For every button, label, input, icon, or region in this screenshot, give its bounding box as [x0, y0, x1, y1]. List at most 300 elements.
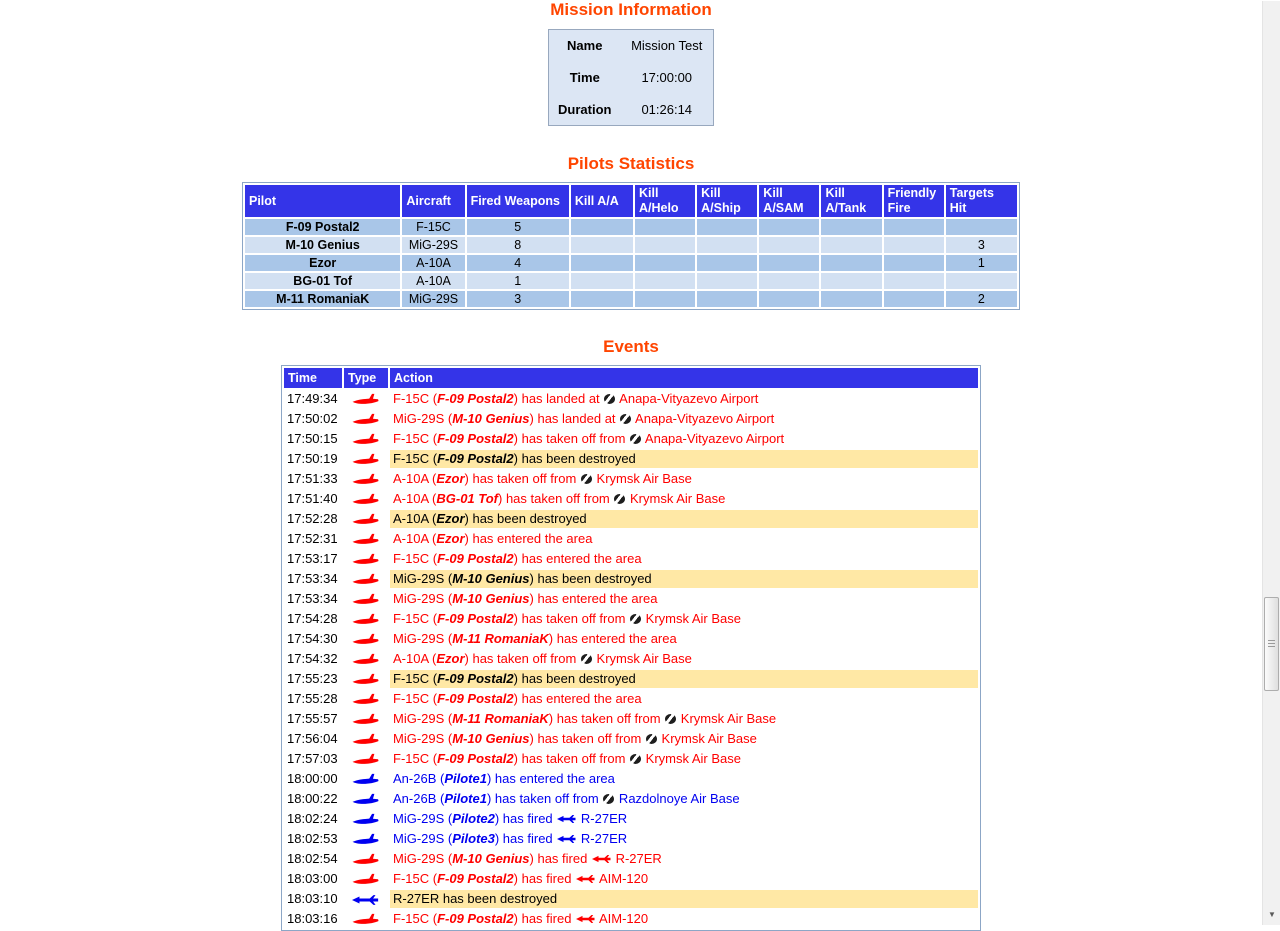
mission-info-title: Mission Information: [550, 0, 712, 19]
event-action: [390, 570, 978, 588]
event-text: Krymsk Air Base: [626, 491, 726, 506]
pilot-stat-cell: 1: [946, 255, 1017, 271]
plane-icon: [352, 391, 380, 406]
event-text: ) has fired: [513, 871, 576, 886]
event-time: 17:55:28: [287, 691, 338, 706]
pilots-col-header: Kill A/Tank: [821, 185, 881, 217]
event-text: Krymsk Air Base: [592, 651, 692, 666]
event-row: [284, 690, 978, 708]
event-row: [284, 670, 978, 688]
plane-icon: [352, 411, 380, 426]
event-action: [390, 610, 978, 628]
event-row: [284, 630, 978, 648]
event-text: F-15C (: [393, 751, 438, 766]
event-text: ) has fired: [529, 851, 591, 866]
event-row: [284, 910, 978, 928]
pilot-stat-cell: [571, 273, 633, 289]
event-pilot-name: Pilote2: [452, 811, 495, 826]
event-type: [344, 530, 388, 548]
event-action: [390, 850, 978, 868]
plane-icon: [352, 611, 380, 626]
event-row: [284, 590, 978, 608]
event-pilot-name: F-09 Postal2: [437, 611, 514, 626]
event-time: 17:54:32: [287, 651, 338, 666]
event-pilot-name: M-10 Genius: [452, 571, 530, 586]
event-text: An-26B (: [393, 771, 445, 786]
event-type: [344, 710, 388, 728]
event-text: Krymsk Air Base: [657, 731, 757, 746]
pilot-name-cell: M-10 Genius: [245, 237, 400, 253]
event-pilot-name: M-11 RomaniaK: [452, 711, 549, 726]
pilot-stat-cell: A-10A: [402, 273, 464, 289]
event-text: ) has taken off from: [513, 751, 630, 766]
plane-icon: [352, 451, 380, 466]
event-text: R-27ER has been destroyed: [393, 891, 558, 906]
pilot-stat-cell: 2: [946, 291, 1017, 307]
event-type: [344, 750, 388, 768]
event-type: [344, 610, 388, 628]
event-pilot-name: F-09 Postal2: [437, 451, 514, 466]
pilot-stat-cell: 5: [467, 219, 569, 235]
event-pilot-name: F-09 Postal2: [437, 871, 514, 886]
event-action: [390, 890, 978, 908]
pilots-col-header: Pilot: [245, 185, 400, 217]
event-type: [344, 630, 388, 648]
event-text: R-27ER: [577, 831, 628, 846]
event-pilot-name: Pilote3: [452, 831, 495, 846]
event-text: Razdolnoye Air Base: [615, 791, 740, 806]
pilot-name-cell: M-11 RomaniaK: [245, 291, 400, 307]
event-text: MiG-29S (: [393, 811, 453, 826]
event-text: ) has fired: [494, 811, 557, 826]
plane-icon: [352, 811, 380, 826]
event-text: ) has taken off from: [464, 651, 580, 666]
event-type: [344, 690, 388, 708]
pilot-stat-cell: [571, 219, 633, 235]
event-type: [344, 730, 388, 748]
event-time: 18:03:10: [287, 891, 338, 906]
plane-icon: [352, 851, 380, 866]
event-text: MiG-29S (: [393, 731, 453, 746]
plane-icon: [352, 631, 380, 646]
mission-info-row: [549, 62, 714, 94]
pilots-statistics-table: [242, 182, 1020, 310]
airfield-beacon-icon: [630, 614, 641, 624]
event-text: F-15C (: [393, 611, 438, 626]
event-pilot-name: M-11 RomaniaK: [452, 631, 549, 646]
mission-info-label: Time: [569, 70, 600, 85]
pilot-name-cell: F-09 Postal2: [245, 219, 400, 235]
event-type: [344, 910, 388, 928]
plane-icon: [352, 431, 380, 446]
airfield-beacon-icon: [630, 434, 641, 444]
event-row: [284, 790, 978, 808]
event-type: [344, 790, 388, 808]
pilot-stat-cell: [884, 273, 944, 289]
event-action: [390, 750, 978, 768]
event-text: F-15C (: [393, 391, 438, 406]
airfield-beacon-icon: [630, 754, 641, 764]
event-text: MiG-29S (: [393, 711, 453, 726]
event-text: F-15C (: [393, 431, 438, 446]
pilots-statistics-title: Pilots Statistics: [567, 154, 695, 173]
event-action: [390, 530, 978, 548]
event-type: [344, 870, 388, 888]
event-action: [390, 870, 978, 888]
pilots-col-header: Kill A/Ship: [697, 185, 757, 217]
event-type: [344, 890, 388, 908]
pilot-stat-cell: [635, 219, 695, 235]
event-row: [284, 610, 978, 628]
event-action: [390, 490, 978, 508]
event-text: ) has taken off from: [548, 711, 665, 726]
event-time: 18:03:16: [287, 911, 338, 926]
event-action: [390, 590, 978, 608]
pilot-row: [245, 237, 1017, 253]
event-time: 18:02:53: [287, 831, 338, 846]
event-text: ) has entered the area: [513, 691, 642, 706]
event-type: [344, 770, 388, 788]
event-pilot-name: M-10 Genius: [452, 411, 530, 426]
event-text: A-10A (: [393, 531, 437, 546]
event-pilot-name: Pilote1: [444, 771, 487, 786]
event-time: 17:57:03: [287, 751, 338, 766]
event-time: 17:54:30: [287, 631, 338, 646]
event-time: 17:56:04: [287, 731, 338, 746]
event-time: 17:55:23: [287, 671, 338, 686]
event-text: F-15C (: [393, 871, 438, 886]
pilot-stat-cell: [884, 237, 944, 253]
pilot-stat-cell: [697, 255, 757, 271]
event-text: R-27ER: [611, 851, 662, 866]
event-text: F-15C (: [393, 691, 438, 706]
pilot-stat-cell: [635, 255, 695, 271]
pilot-name-cell: BG-01 Tof: [245, 273, 400, 289]
event-text: ) has fired: [494, 831, 557, 846]
event-text: A-10A (: [393, 651, 437, 666]
event-text: A-10A (: [393, 511, 437, 526]
pilot-row: [245, 219, 1017, 235]
event-time: 17:54:28: [287, 611, 338, 626]
airfield-beacon-icon: [614, 494, 625, 504]
pilot-stat-cell: [821, 237, 881, 253]
pilot-stat-cell: [821, 219, 881, 235]
missile-icon: [556, 831, 577, 846]
missile-icon: [352, 891, 380, 906]
pilot-stat-cell: 3: [467, 291, 569, 307]
event-text: MiG-29S (: [393, 831, 453, 846]
event-type: [344, 550, 388, 568]
event-time: 18:00:00: [287, 771, 338, 786]
pilots-col-header: Targets Hit: [946, 185, 1017, 217]
events-col-header: Time: [284, 368, 342, 388]
event-row: [284, 430, 978, 448]
event-text: AIM-120: [596, 871, 649, 886]
event-text: ) has been destroyed: [513, 671, 636, 686]
event-text: R-27ER: [577, 811, 628, 826]
event-pilot-name: F-09 Postal2: [437, 551, 514, 566]
event-text: ) has entered the area: [464, 531, 593, 546]
event-time: 17:51:40: [287, 491, 338, 506]
event-action: [390, 790, 978, 808]
event-text: Krymsk Air Base: [642, 751, 741, 766]
event-text: ) has been destroyed: [464, 511, 587, 526]
event-pilot-name: M-10 Genius: [452, 851, 530, 866]
event-text: ) has entered the area: [548, 631, 677, 646]
pilot-stat-cell: F-15C: [402, 219, 464, 235]
event-row: [284, 870, 978, 888]
event-type: [344, 510, 388, 528]
event-text: MiG-29S (: [393, 851, 453, 866]
event-time: 18:02:24: [287, 811, 338, 826]
event-row: [284, 730, 978, 748]
event-type: [344, 850, 388, 868]
airfield-beacon-icon: [581, 474, 592, 484]
event-text: AIM-120: [596, 911, 649, 926]
event-row: [284, 550, 978, 568]
pilot-stat-cell: 8: [467, 237, 569, 253]
pilot-stat-cell: 3: [946, 237, 1017, 253]
vertical-scrollbar[interactable]: [1262, 1, 1280, 925]
pilots-col-header: Friendly Fire: [884, 185, 944, 217]
event-time: 17:52:31: [287, 531, 338, 546]
scrollbar-thumb[interactable]: [1264, 597, 1279, 691]
event-text: MiG-29S (: [393, 591, 453, 606]
event-action: [390, 910, 978, 928]
airfield-beacon-icon: [646, 734, 657, 744]
plane-icon: [352, 791, 380, 806]
event-action: [390, 410, 978, 428]
event-time: 17:50:19: [287, 451, 338, 466]
pilot-stat-cell: [821, 291, 881, 307]
event-text: A-10A (: [393, 471, 437, 486]
pilot-stat-cell: MiG-29S: [402, 237, 464, 253]
event-text: F-15C (: [393, 551, 438, 566]
pilot-stat-cell: [697, 273, 757, 289]
pilot-stat-cell: 4: [467, 255, 569, 271]
pilot-stat-cell: [697, 219, 757, 235]
pilot-stat-cell: [884, 255, 944, 271]
events-col-header: Type: [344, 368, 388, 388]
event-row: [284, 770, 978, 788]
event-row: [284, 570, 978, 588]
event-text: Krymsk Air Base: [677, 711, 777, 726]
event-row: [284, 650, 978, 668]
airfield-beacon-icon: [620, 414, 631, 424]
event-time: 17:49:34: [287, 391, 338, 406]
plane-icon: [352, 571, 380, 586]
event-text: Anapa-Vityazevo Airport: [616, 391, 759, 406]
event-time: 17:50:02: [287, 411, 338, 426]
pilot-stat-cell: [821, 255, 881, 271]
plane-icon: [352, 711, 380, 726]
event-time: 17:50:15: [287, 431, 338, 446]
airfield-beacon-icon: [581, 654, 592, 664]
event-text: ) has entered the area: [529, 591, 658, 606]
mission-info-label: Name: [567, 38, 603, 54]
event-text: ) has taken off from: [464, 471, 580, 486]
event-time: 17:53:34: [287, 591, 338, 606]
pilot-stat-cell: [884, 219, 944, 235]
missile-icon: [575, 871, 596, 886]
mission-info-row: [549, 94, 714, 126]
event-text: ) has fired: [513, 911, 576, 926]
pilot-stat-cell: [697, 237, 757, 253]
pilot-stat-cell: [635, 273, 695, 289]
event-row: [284, 510, 978, 528]
event-pilot-name: BG-01 Tof: [436, 491, 498, 506]
event-text: Anapa-Vityazevo Airport: [632, 411, 775, 426]
pilot-stat-cell: [759, 255, 819, 271]
event-text: ) has taken off from: [513, 611, 630, 626]
pilots-col-header: Fired Weapons: [467, 185, 569, 217]
event-text: ) has entered the area: [486, 771, 615, 786]
event-type: [344, 650, 388, 668]
event-action: [390, 730, 978, 748]
event-text: ) has landed at: [529, 411, 620, 426]
event-type: [344, 670, 388, 688]
event-row: [284, 810, 978, 828]
event-pilot-name: F-09 Postal2: [437, 691, 514, 706]
plane-icon: [352, 551, 380, 566]
event-row: [284, 530, 978, 548]
event-pilot-name: F-09 Postal2: [437, 911, 514, 926]
event-text: Anapa-Vityazevo Airport: [642, 431, 785, 446]
event-action: [390, 510, 978, 528]
event-type: [344, 570, 388, 588]
airfield-beacon-icon: [603, 794, 614, 804]
missile-icon: [556, 811, 577, 826]
events-table: [281, 365, 981, 931]
event-time: 17:53:17: [287, 551, 338, 566]
plane-icon: [352, 731, 380, 746]
event-row: [284, 390, 978, 408]
event-row: [284, 470, 978, 488]
pilot-stat-cell: MiG-29S: [402, 291, 464, 307]
pilot-stat-cell: [635, 237, 695, 253]
event-row: [284, 750, 978, 768]
pilot-stat-cell: [571, 255, 633, 271]
events-col-header: Action: [390, 368, 978, 388]
pilot-stat-cell: 1: [467, 273, 569, 289]
pilots-col-header: Aircraft: [402, 185, 464, 217]
debrief-page: [0, 1, 1262, 931]
event-time: 18:03:00: [287, 871, 338, 886]
pilot-row: [245, 273, 1017, 289]
event-text: ) has been destroyed: [513, 451, 636, 466]
plane-icon: [352, 511, 380, 526]
event-pilot-name: M-10 Genius: [452, 731, 530, 746]
pilot-stat-cell: A-10A: [402, 255, 464, 271]
event-type: [344, 830, 388, 848]
event-action: [390, 770, 978, 788]
event-time: 17:51:33: [287, 471, 338, 486]
event-type: [344, 450, 388, 468]
event-text: Krymsk Air Base: [642, 611, 741, 626]
event-row: [284, 850, 978, 868]
event-row: [284, 890, 978, 908]
event-row: [284, 490, 978, 508]
event-pilot-name: M-10 Genius: [452, 591, 530, 606]
pilots-col-header: Kill A/SAM: [759, 185, 819, 217]
event-pilot-name: Pilote1: [444, 791, 487, 806]
event-action: [390, 690, 978, 708]
event-text: ) has been destroyed: [529, 571, 652, 586]
pilot-stat-cell: [759, 237, 819, 253]
scrollbar-down-arrow-icon[interactable]: ▼: [1268, 910, 1276, 919]
plane-icon: [352, 831, 380, 846]
event-type: [344, 470, 388, 488]
event-type: [344, 810, 388, 828]
event-text: Krymsk Air Base: [592, 471, 692, 486]
event-pilot-name: F-09 Postal2: [437, 671, 514, 686]
event-action: [390, 430, 978, 448]
pilot-stat-cell: [571, 291, 633, 307]
event-action: [390, 390, 978, 408]
event-text: ) has entered the area: [513, 551, 642, 566]
event-pilot-name: Ezor: [436, 471, 465, 486]
event-text: An-26B (: [393, 791, 445, 806]
event-text: F-15C (: [393, 911, 438, 926]
pilot-stat-cell: [635, 291, 695, 307]
pilot-row: [245, 255, 1017, 271]
event-text: A-10A (: [393, 491, 437, 506]
event-text: ) has taken off from: [486, 791, 603, 806]
pilot-stat-cell: [946, 273, 1017, 289]
plane-icon: [352, 671, 380, 686]
event-row: [284, 710, 978, 728]
event-action: [390, 450, 978, 468]
events-title: Events: [603, 337, 659, 356]
pilot-stat-cell: [759, 273, 819, 289]
event-pilot-name: Ezor: [436, 531, 465, 546]
pilot-stat-cell: [884, 291, 944, 307]
pilot-row: [245, 291, 1017, 307]
missile-icon: [591, 851, 612, 866]
event-text: ) has taken off from: [498, 491, 614, 506]
plane-icon: [352, 531, 380, 546]
event-action: [390, 710, 978, 728]
event-action: [390, 470, 978, 488]
event-type: [344, 410, 388, 428]
event-pilot-name: F-09 Postal2: [437, 431, 514, 446]
pilot-stat-cell: [946, 219, 1017, 235]
event-row: [284, 410, 978, 428]
mission-info-table: [548, 29, 714, 126]
event-pilot-name: F-09 Postal2: [437, 751, 514, 766]
plane-icon: [352, 751, 380, 766]
event-type: [344, 490, 388, 508]
pilot-stat-cell: [697, 291, 757, 307]
event-pilot-name: Ezor: [436, 651, 465, 666]
event-action: [390, 650, 978, 668]
pilot-name-cell: Ezor: [245, 255, 400, 271]
event-text: MiG-29S (: [393, 411, 453, 426]
mission-info-value: 17:00:00: [641, 70, 693, 85]
event-text: ) has landed at: [513, 391, 604, 406]
event-time: 17:55:57: [287, 711, 338, 726]
pilot-stat-cell: [821, 273, 881, 289]
mission-info-label: Duration: [558, 101, 612, 117]
pilots-col-header: Kill A/A: [571, 185, 633, 217]
event-pilot-name: Ezor: [436, 511, 465, 526]
event-time: 17:52:28: [287, 511, 338, 526]
mission-info-value: 01:26:14: [641, 101, 693, 117]
event-text: ) has taken off from: [529, 731, 645, 746]
event-action: [390, 810, 978, 828]
pilots-col-header: Kill A/Helo: [635, 185, 695, 217]
event-type: [344, 430, 388, 448]
